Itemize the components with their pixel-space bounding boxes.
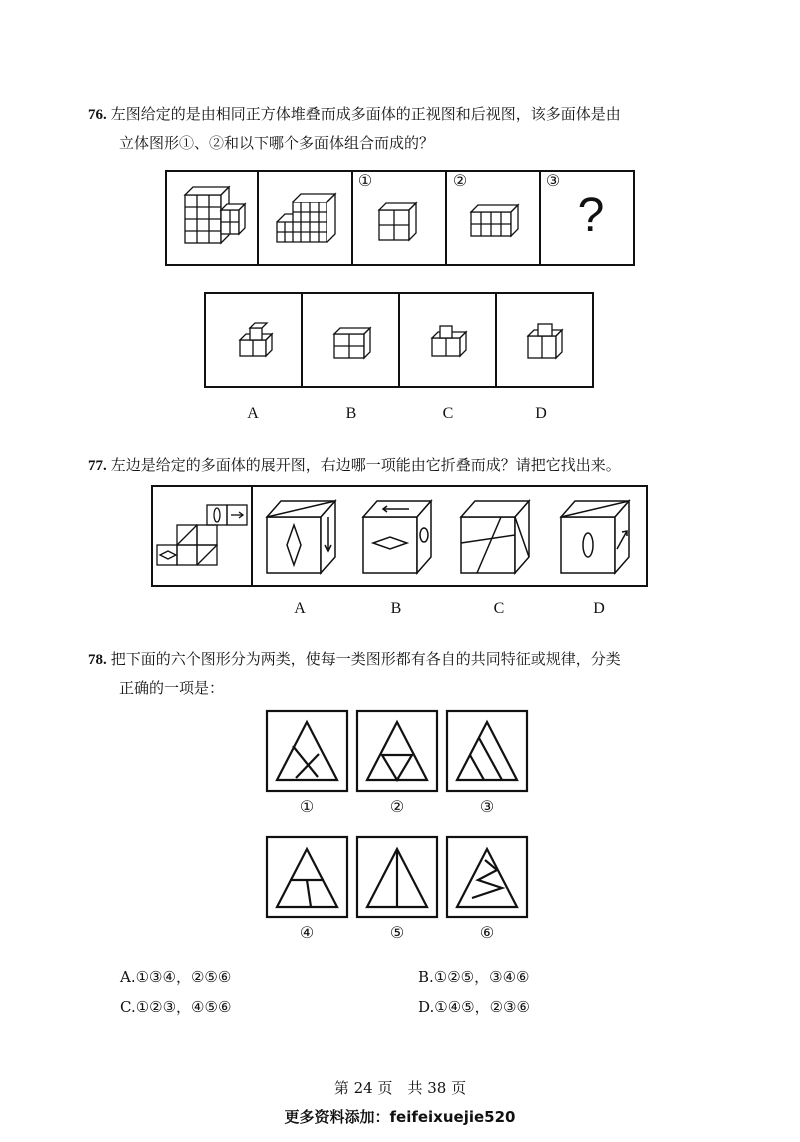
figure-label-5: ⑤ <box>389 925 405 942</box>
option-c-figure <box>432 326 466 356</box>
option-label-d: D <box>593 600 605 617</box>
option-label-b: B <box>390 600 402 617</box>
choice-a[interactable]: A.①③④，②⑤⑥ <box>120 968 232 986</box>
option-a-figure <box>240 323 272 356</box>
option-b-cube <box>363 501 431 573</box>
option-label-d: D <box>535 405 547 422</box>
figure-label-4: ④ <box>299 925 315 942</box>
choice-b[interactable]: B.①②⑤，③④⑥ <box>418 968 530 986</box>
footer-note: 更多资料添加：feifeixuejie520 <box>284 1108 516 1126</box>
back-view-figure <box>277 194 335 242</box>
option-label-a: A <box>294 600 306 617</box>
question-77 <box>88 451 621 480</box>
figure-1 <box>267 711 347 791</box>
question-text-line1: 左边是给定的多面体的展开图，右边哪一项能由它折叠而成？请把它找出来。 <box>110 456 621 474</box>
question-text-line2: 正确的一项是： <box>119 679 225 697</box>
option-d-cube <box>561 501 629 573</box>
question-number: 77. <box>88 458 107 474</box>
option-d-figure <box>528 324 562 358</box>
figure-5 <box>357 837 437 917</box>
figure-label-1: ① <box>357 173 373 190</box>
figure-label-3: ③ <box>545 173 561 190</box>
question-number: 76. <box>88 107 107 123</box>
choice-d[interactable]: D.①④⑤，②③⑥ <box>418 998 530 1016</box>
figure-4 <box>267 837 347 917</box>
figure-label-1: ① <box>299 799 315 816</box>
figure-3 <box>447 711 527 791</box>
q77-figure-strip <box>151 485 648 587</box>
page-number: 第 24 页 共 38 页 <box>333 1079 467 1097</box>
question-mark: ? <box>577 189 605 242</box>
option-label-a: A <box>247 405 259 422</box>
figure-label-2: ② <box>389 799 405 816</box>
figure-label-6: ⑥ <box>479 925 495 942</box>
option-c-cube <box>461 501 529 573</box>
front-view-figure <box>185 187 245 243</box>
option-label-c: C <box>493 600 505 617</box>
question-text-line1: 把下面的六个图形分为两类，使每一类图形都有各自的共同特征或规律，分类 <box>110 650 621 668</box>
option-b-figure <box>334 328 370 358</box>
question-76 <box>88 100 621 157</box>
question-text-line2: 立体图形①、②和以下哪个多面体组合而成的？ <box>119 134 435 152</box>
figure-1-cubes <box>379 203 416 240</box>
question-78 <box>88 645 621 702</box>
question-text-line1: 左图给定的是由相同正方体堆叠而成多面体的正视图和后视图，该多面体是由 <box>110 105 621 123</box>
figure-label-3: ③ <box>479 799 495 816</box>
question-number: 78. <box>88 652 107 668</box>
figure-6 <box>447 837 527 917</box>
figure-2-cubes <box>471 205 518 236</box>
figure-label-2: ② <box>452 173 468 190</box>
choice-c[interactable]: C.①②③，④⑤⑥ <box>120 998 232 1016</box>
cube-net-figure <box>157 505 247 565</box>
option-a-cube <box>267 501 335 573</box>
option-label-c: C <box>442 405 454 422</box>
q76-options-strip <box>204 292 594 388</box>
option-label-b: B <box>345 405 357 422</box>
figure-2 <box>357 711 437 791</box>
